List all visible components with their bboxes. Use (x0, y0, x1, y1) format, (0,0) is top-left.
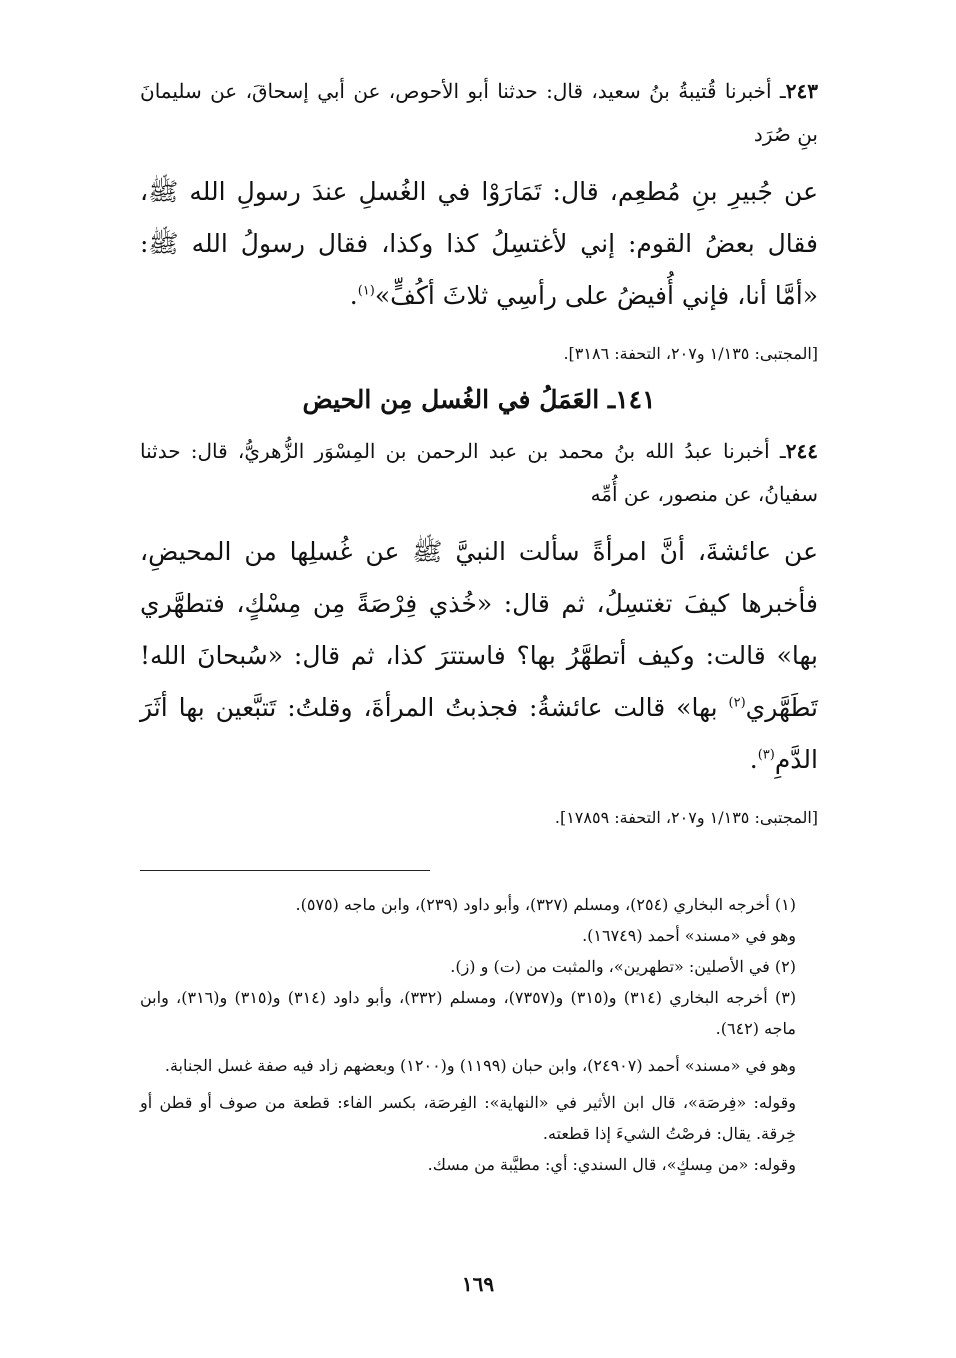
footnote-3: (٣) أخرجه البخاري (٣١٤) و(٣١٥) و(٧٣٥٧)، ومسلم (٣٣٢)، وأبو داود (٣١٤) و(٣١٥) و(٣١٦)، وابن ماجه (٦٤٢). (140, 988, 797, 1038)
matn-text: عن عائشةَ، أنَّ امرأةً سألت النبيَّ ﷺ عن غُسلِها من المحيضِ، فأخبرها كيفَ تغتسِلُ، ثم قال: «خُذي فِرْصَةً مِن مِسْكٍ، فتطهَّري بها» قالت: وكيف أتطهَّرُ بها؟ فاستترَ كذا، ثم قال: «سُبحانَ الله! تَطَهَّري (140, 537, 818, 722)
isnad-text: ـ أخبرنا قُتيبةُ بنُ سعيد، قال: حدثنا أبو الأحوص، عن أبي إسحاقَ، عن سليمانَ بنِ صُرَد (140, 79, 818, 146)
hadith-244-isnad (140, 430, 818, 516)
matn-text: عن جُبيرِ بنِ مُطعِم، قال: تَمَارَوْا في الغُسلِ عندَ رسولِ الله ﷺ، فقال بعضُ القوم: إني لأغتسِلُ كذا وكذا، فقال رسولُ الله ﷺ: «أمَّا أنا، فإني أُفيضُ على رأسِي ثلاثَ أكُفٍّ» (140, 177, 818, 310)
hadith-number: ٢٤٤ (785, 439, 818, 463)
hadith-244-matn (140, 526, 818, 786)
footnote-marker: (١) (357, 283, 375, 299)
matn-text: بها» قالت عائشةُ: فجذبتُ المرأةَ، وقلتُ: تَتبَّعين بها أثَرَ الدَّمِ (140, 693, 818, 774)
isnad-text: ـ أخبرنا عبدُ الله بنُ محمد بن عبد الرحمن بن المِسْوَر الزُّهريُّ، قال: حدثنا سفيانُ، عن منصور، عن أُمِّه (140, 439, 818, 506)
hadith-244-reference: [المجتبى: ١/١٣٥ و٢٠٧، التحفة: ١٧٨٥٩]. (554, 808, 818, 827)
footnote-1-continued: وهو في «مسند» أحمد (١٦٧٤٩). (582, 926, 796, 945)
footnote-3-note-misk: وقوله: «من مِسكٍ»، قال السندي: أي: مطيَّبة من مسك. (427, 1155, 796, 1174)
footnote-divider (140, 870, 430, 871)
footnote-marker: (٢) (728, 695, 746, 711)
footnote-3-note-firsa: وقوله: «فِرصَة»، قال ابن الأثير في «النهاية»: الفِرصَة، بكسر الفاء: قطعة من صوف أو قطن أو خِرقة. يقال: فرصْتُ الشيءَ إذا قطعته. (140, 1093, 796, 1143)
hadith-number: ٢٤٣ (785, 79, 818, 103)
hadith-243-isnad (140, 70, 818, 156)
matn-end: . (749, 745, 758, 774)
matn-end: . (349, 281, 358, 310)
footnotes (140, 889, 818, 1180)
page-number: ١٦٩ (461, 1272, 495, 1296)
hadith-243-matn (140, 166, 818, 322)
footnote-marker: (٣) (757, 747, 775, 763)
footnote-3-continued: وهو في «مسند» أحمد (٢٤٩٠٧)، وابن حبان (١١٩٩) و(١٢٠٠) وبعضهم زاد فيه صفة غسل الجنابة. (164, 1056, 796, 1075)
footnote-1: (١) أخرجه البخاري (٢٥٤)، ومسلم (٣٢٧)، وأبو داود (٢٣٩)، وابن ماجه (٥٧٥). (295, 895, 796, 914)
chapter-heading: ١٤١ـ العَمَلُ في الغُسل مِن الحيض (302, 385, 656, 414)
footnote-2: (٢) في الأصلين: «تطهرين»، والمثبت من (ت) و (ز). (450, 957, 796, 976)
hadith-243-reference: [المجتبى: ١/١٣٥ و٢٠٧، التحفة: ٣١٨٦]. (563, 344, 818, 363)
